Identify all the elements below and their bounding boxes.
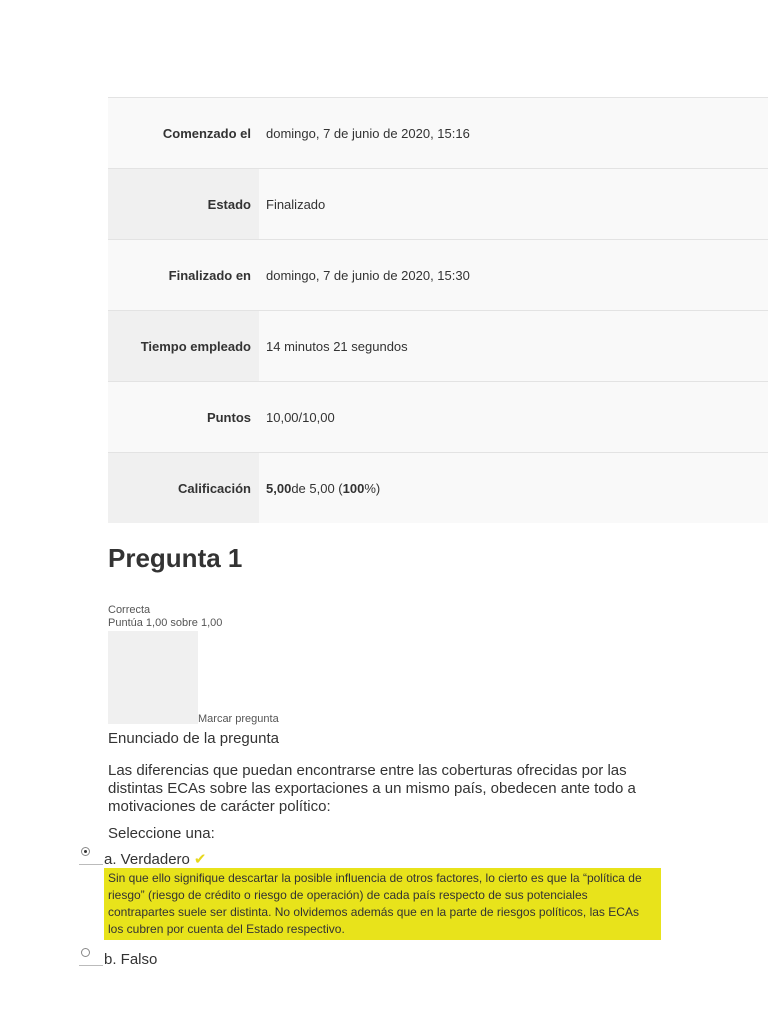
grade-percent: 100 <box>342 480 365 496</box>
grade-percent-suffix: %) <box>364 480 381 496</box>
answer-feedback: Sin que ello signifique descartar la posible influencia de otros factores, lo cierto es que la “política de riesgo” (riesgo de crédito o riesgo de operación) de cada país respecto de sus potenciales contrapartes suele ser distinta. No olvidemos además que en la parte de riesgos políticos, las ECAs los cubren por cuenta del Estado respectivo. <box>104 868 661 940</box>
summary-label: Comenzado el <box>108 98 259 168</box>
flag-question-image[interactable] <box>108 631 198 724</box>
option-a-divider <box>79 864 103 865</box>
summary-value: 10,00/10,00 <box>259 382 768 452</box>
summary-row-points <box>108 382 768 453</box>
option-b-divider <box>79 965 103 966</box>
summary-value: domingo, 7 de junio de 2020, 15:16 <box>259 98 768 168</box>
option-a[interactable] <box>104 850 206 868</box>
option-b-radio[interactable] <box>81 948 90 957</box>
flag-question-link[interactable]: Marcar pregunta <box>198 713 279 725</box>
question-state: Correcta <box>108 604 151 616</box>
answer-prompt: Seleccione una: <box>108 825 215 842</box>
option-b-label: b. Falso <box>104 951 158 968</box>
summary-label: Calificación <box>108 453 259 523</box>
grade-score: 5,00 <box>266 480 292 496</box>
attempt-summary-table <box>108 97 768 523</box>
summary-value: Finalizado <box>259 169 768 239</box>
summary-value <box>259 453 768 523</box>
summary-value: 14 minutos 21 segundos <box>259 311 768 381</box>
option-b[interactable] <box>104 951 157 968</box>
question-text: Las diferencias que puedan encontrarse entre las coberturas ofrecidas por las distintas ECAs sobre las exportaciones a un mismo país, obedecen ante todo a motivaciones de carácter político: <box>108 762 636 815</box>
summary-label: Estado <box>108 169 259 239</box>
option-a-radio[interactable] <box>81 847 90 856</box>
summary-label: Tiempo empleado <box>108 311 259 381</box>
check-icon: ✔ <box>193 851 207 868</box>
summary-row-grade <box>108 453 768 523</box>
grade-max: de 5,00 ( <box>291 480 343 496</box>
summary-label: Puntos <box>108 382 259 452</box>
summary-row-time <box>108 311 768 382</box>
summary-value: domingo, 7 de junio de 2020, 15:30 <box>259 240 768 310</box>
summary-label: Finalizado en <box>108 240 259 310</box>
question-title: Pregunta 1 <box>108 543 243 573</box>
summary-row-started <box>108 98 768 169</box>
summary-row-finished <box>108 240 768 311</box>
option-a-label: a. Verdadero <box>104 851 190 868</box>
question-statement-heading: Enunciado de la pregunta <box>108 730 279 747</box>
question-info <box>108 604 222 630</box>
question-grade: Puntúa 1,00 sobre 1,00 <box>108 617 223 629</box>
summary-row-state <box>108 169 768 240</box>
